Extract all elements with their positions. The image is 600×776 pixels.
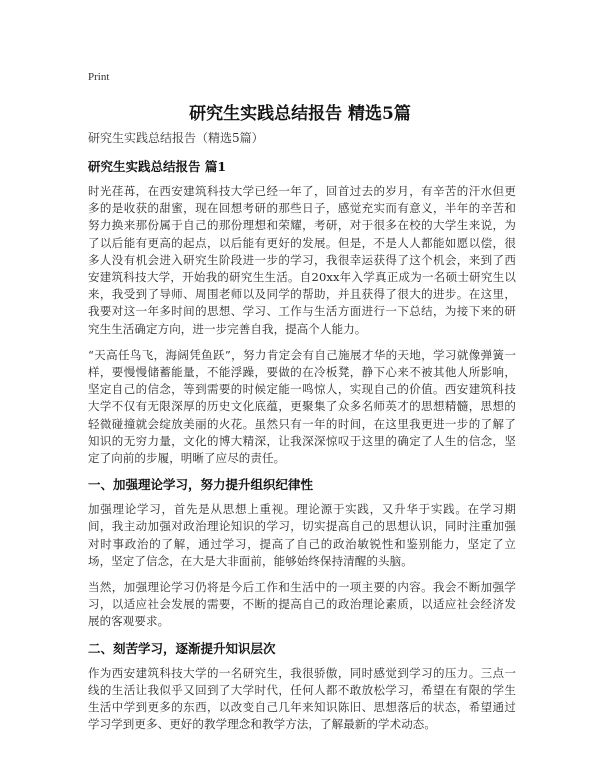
section-heading-1: 一、加强理论学习，努力提升组织纪律性 — [88, 477, 314, 493]
paragraph-5: 作为西安建筑科技大学的一名研究生，我很骄傲，同时感觉到学习的压力。三点一线的生活让我似乎又回到了大学时代，任何人都不敢放松学习，希望在有限的学生生活中学到更多的东西，以改变自己几年来知识陈旧、思想落后的状态，希望通过学习学到更多、更好的教学理念和教学方法，了解最新的学术动态。 — [88, 665, 516, 732]
article-body — [88, 130, 516, 742]
paragraph-2: “天高任鸟飞，海阔凭鱼跃”，努力肯定会有自己施展才华的天地，学习就像弹簧一样，要慢慢储蓄能量，不能浮躁，要做的在冷板凳，静下心来不被其他人所影响，坚定自己的信念，等到需要的时候定能一鸣惊人，实现自己的价值。西安建筑科技大学不仅有无限深厚的历史文化底蕴，更聚集了众多名师英才的思想精髓，思想的轻微碰撞就会绽放美丽的火花。虽然只有一年的时间，在这里我更进一步的了解了知识的无穷力量，文化的博大精深，让我深深惊叹于这里的确定了人生的信念，坚定了向前的步履，明晰了应尽的责任。 — [88, 347, 516, 466]
page-title: 研究生实践总结报告 精选5篇 — [189, 104, 411, 124]
section-heading-2: 二、刻苦学习，逐渐提升知识层次 — [88, 640, 276, 656]
article-subtitle: 研究生实践总结报告（精选5篇） — [88, 131, 264, 145]
paragraph-4: 当然，加强理论学习仍将是今后工作和生活中的一项主要的内容。我会不断加强学习，以适应社会发展的需要，不断的提高自己的政治理论素质，以适应社会经济发展的客观要求。 — [88, 580, 516, 629]
print-link[interactable]: Print — [88, 71, 110, 83]
paragraph-3: 加强理论学习，首先是从思想上重视。理论源于实践，又升华于实践。在学习期间，我主动加强对政治理论知识的学习，切实提高自己的思想认识，同时注重加强对时事政治的了解，通过学习，提高了自己的政治敏锐性和鉴别能力，坚定了立场，坚定了信念，在大是大非面前，能够始终保持清醒的头脑。 — [88, 502, 516, 568]
paragraph-1: 时光荏苒，在西安建筑科技大学已经一年了，回首过去的岁月，有辛苦的汗水但更多的是收获的甜蜜，现在回想考研的那些日子，感觉充实而有意义，半年的辛苦和努力换来那份属于自己的那份理想和荣耀，考研，对于很多在校的大学生来说，为了以后能有更高的起点，以后能有更好的发展。但是，不是人人都能如愿以偿，很多人没有机会进入研究生阶段进一步的学习，我很幸运获得了这个机会，来到了西安建筑科技大学，开始我的研究生生活。自20xx年入学真正成为一名硕士研究生以来，我受到了导师、周围老师以及同学的帮助，并且获得了很大的进步。在这里，我要对这一年多时间的思想、学习、工作与生活方面进行一下总结，为接下来的研究生生活确定方向，进一步完善自我，提高个人能力。 — [88, 184, 516, 336]
article-heading: 研究生实践总结报告 篇1 — [88, 159, 227, 174]
